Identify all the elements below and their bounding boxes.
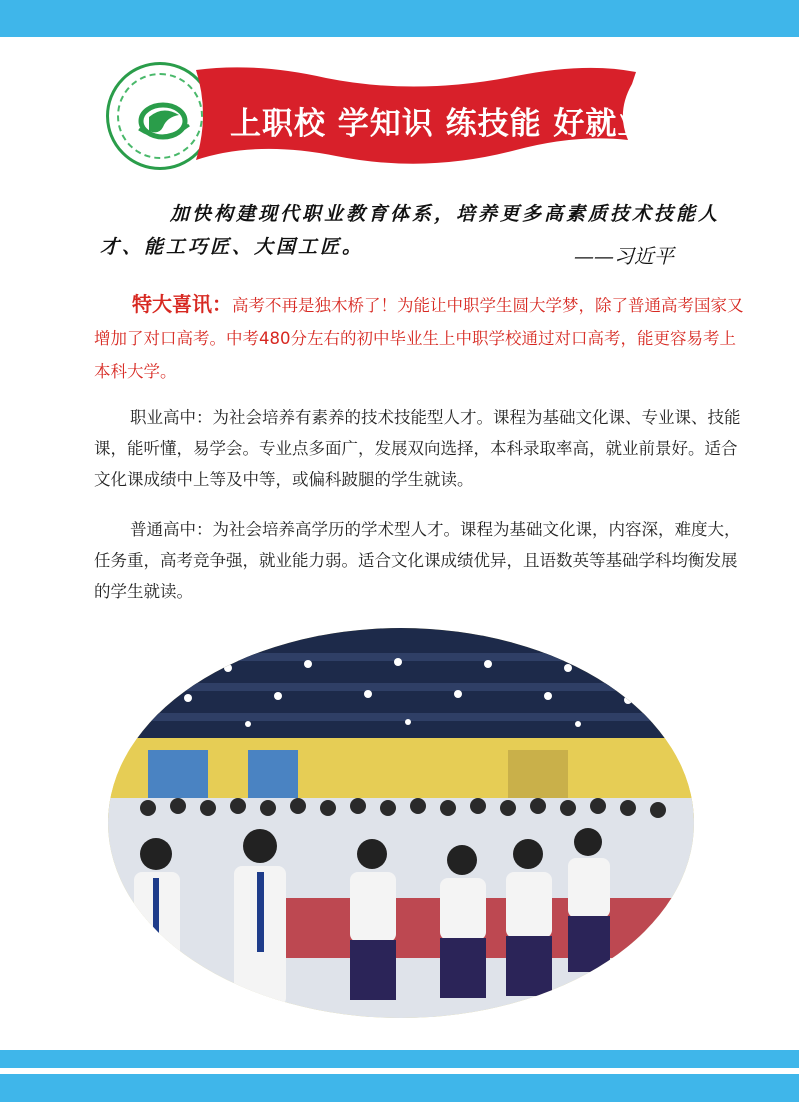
news-body: 高考不再是独木桥了！为能让中职学生圆大学梦，除了普通高考国家又增加了对口高考。中考480分左右的初中毕业生上中职学校通过对口高考，能更容易考上本科大学。 [94,296,744,381]
quote-signature: ——习近平 [574,244,674,268]
news-paragraph [94,288,744,388]
vocational-body: 为社会培养有素养的技术技能型人才。课程为基础文化课、专业课、技能课，能听懂，易学会。专业点多面广，发展双向选择，本科录取率高，就业前景好。适合文化课成绩中上等及中等，或偏科跛腿的学生就读。 [94,408,741,489]
auditorium-illustration [108,628,694,1018]
slogan-banner [196,64,650,168]
bottom-white-stripe [0,1068,799,1074]
students-oath-photo [108,628,694,1018]
top-decorative-bar [0,0,799,37]
quote-text: 加快构建现代职业教育体系，培养更多高素质技术技能人才、能工巧匠、大国工匠。 [100,203,721,258]
general-paragraph [94,514,744,607]
vocational-paragraph [94,402,744,495]
news-lead: 特大喜讯： [132,292,232,316]
bottom-decorative-bar [0,1050,799,1102]
general-body: 为社会培养高学历的学术型人才。课程为基础文化课，内容深，难度大，任务重，高考竞争强，就业能力弱。适合文化课成绩优异，且语数英等基础学科均衡发展的学生就读。 [94,520,741,601]
vocational-lead: 职业高中： [130,408,213,427]
banner-slogan: 上职校 学知识 练技能 好就业 [230,106,650,142]
general-lead: 普通高中： [130,520,213,539]
